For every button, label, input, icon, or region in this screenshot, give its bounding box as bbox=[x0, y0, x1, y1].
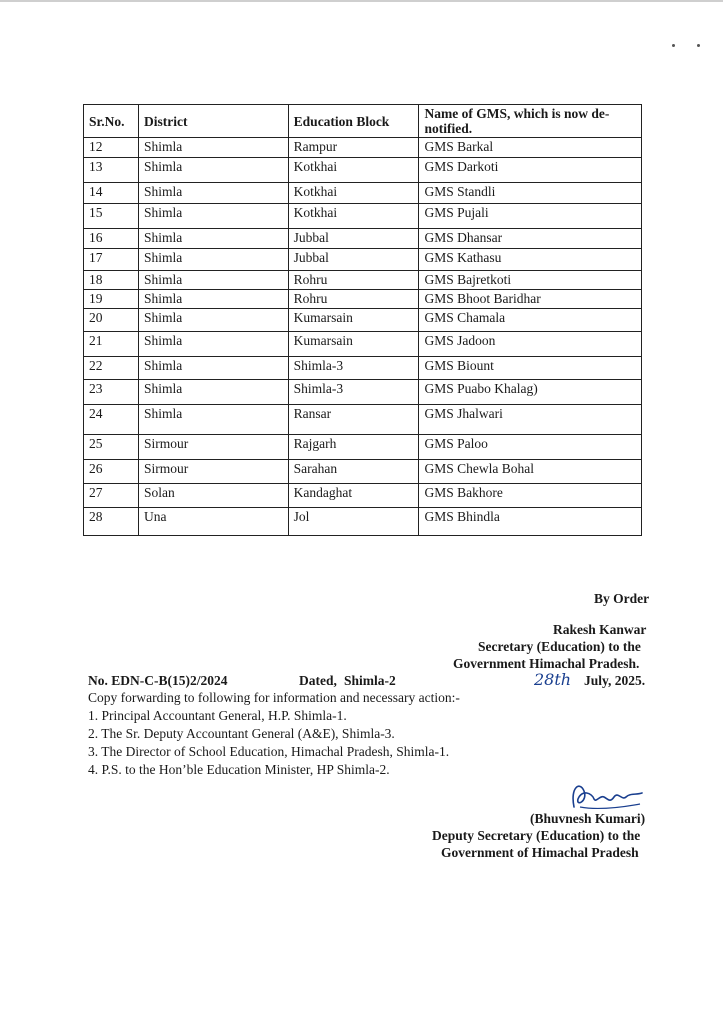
cell-education-block: Kotkhai bbox=[288, 158, 419, 183]
cell-sr-no: 12 bbox=[84, 138, 139, 158]
cell-education-block: Rajgarh bbox=[288, 435, 419, 460]
cell-sr-no: 16 bbox=[84, 229, 139, 249]
cell-district: Shimla bbox=[138, 183, 288, 204]
cell-education-block: Shimla-3 bbox=[288, 357, 419, 380]
cell-gms-name: GMS Dhansar bbox=[419, 229, 642, 249]
table-row bbox=[84, 290, 642, 309]
order-date: July, 2025. bbox=[584, 673, 646, 688]
cell-gms-name: GMS Darkoti bbox=[419, 158, 642, 183]
cell-gms-name: GMS Chamala bbox=[419, 309, 642, 332]
cell-gms-name: GMS Pujali bbox=[419, 204, 642, 229]
signatory-designation-line-1: Deputy Secretary (Education) to the bbox=[432, 828, 641, 843]
table-row bbox=[84, 332, 642, 357]
cell-district: Shimla bbox=[138, 357, 288, 380]
cell-district: Shimla bbox=[138, 405, 288, 435]
cell-education-block: Jubbal bbox=[288, 249, 419, 271]
cell-district: Shimla bbox=[138, 249, 288, 271]
cell-gms-name: GMS Puabo Khalag) bbox=[419, 380, 642, 405]
cell-district: Una bbox=[138, 508, 288, 536]
cell-district: Shimla bbox=[138, 332, 288, 357]
dated-place: Shimla-2 bbox=[344, 673, 396, 688]
cell-gms-name: GMS Bhoot Baridhar bbox=[419, 290, 642, 309]
page-top-edge bbox=[0, 0, 723, 2]
cell-gms-name: GMS Jhalwari bbox=[419, 405, 642, 435]
cell-district: Solan bbox=[138, 484, 288, 508]
handwritten-day: 28th bbox=[534, 670, 572, 689]
cell-education-block: Rampur bbox=[288, 138, 419, 158]
cell-sr-no: 27 bbox=[84, 484, 139, 508]
cell-education-block: Kotkhai bbox=[288, 204, 419, 229]
cell-gms-name: GMS Barkal bbox=[419, 138, 642, 158]
cell-education-block: Kotkhai bbox=[288, 183, 419, 204]
scan-speck bbox=[672, 44, 675, 47]
cell-gms-name: GMS Biount bbox=[419, 357, 642, 380]
cell-sr-no: 13 bbox=[84, 158, 139, 183]
header-gms-name: Name of GMS, which is now de-notified. bbox=[419, 105, 642, 138]
table-row bbox=[84, 508, 642, 536]
table-row bbox=[84, 380, 642, 405]
cell-district: Shimla bbox=[138, 229, 288, 249]
cell-gms-name: GMS Bhindla bbox=[419, 508, 642, 536]
recipient-item: 3. The Director of School Education, Himachal Pradesh, Shimla-1. bbox=[88, 744, 450, 759]
cell-gms-name: GMS Jadoon bbox=[419, 332, 642, 357]
secretary-name: Rakesh Kanwar bbox=[553, 622, 647, 637]
cell-gms-name: GMS Kathasu bbox=[419, 249, 642, 271]
cell-education-block: Ransar bbox=[288, 405, 419, 435]
cell-sr-no: 17 bbox=[84, 249, 139, 271]
table-row bbox=[84, 484, 642, 508]
cell-sr-no: 19 bbox=[84, 290, 139, 309]
recipient-item: 1. Principal Accountant General, H.P. Shimla-1. bbox=[88, 708, 347, 723]
table-row bbox=[84, 405, 642, 435]
cell-sr-no: 23 bbox=[84, 380, 139, 405]
endorsement-number: No. EDN-C-B(15)2/2024 bbox=[88, 673, 228, 688]
cell-education-block: Jol bbox=[288, 508, 419, 536]
cell-sr-no: 14 bbox=[84, 183, 139, 204]
copy-forwarding-text: Copy forwarding to following for information and necessary action:- bbox=[88, 690, 460, 705]
cell-district: Sirmour bbox=[138, 460, 288, 484]
cell-education-block: Jubbal bbox=[288, 229, 419, 249]
cell-education-block: Shimla-3 bbox=[288, 380, 419, 405]
cell-education-block: Kandaghat bbox=[288, 484, 419, 508]
table-row bbox=[84, 249, 642, 271]
table-row bbox=[84, 271, 642, 290]
cell-sr-no: 22 bbox=[84, 357, 139, 380]
table-row bbox=[84, 183, 642, 204]
header-sr-no: Sr.No. bbox=[84, 105, 139, 138]
table-row bbox=[84, 158, 642, 183]
table-header-row bbox=[84, 105, 642, 138]
table-row bbox=[84, 138, 642, 158]
cell-gms-name: GMS Chewla Bohal bbox=[419, 460, 642, 484]
cell-sr-no: 20 bbox=[84, 309, 139, 332]
cell-district: Shimla bbox=[138, 158, 288, 183]
cell-sr-no: 28 bbox=[84, 508, 139, 536]
cell-district: Shimla bbox=[138, 309, 288, 332]
cell-sr-no: 25 bbox=[84, 435, 139, 460]
secretary-designation-line-2: Government Himachal Pradesh. bbox=[453, 656, 640, 671]
recipient-item: 2. The Sr. Deputy Accountant General (A&E), Shimla-3. bbox=[88, 726, 395, 741]
table-row bbox=[84, 204, 642, 229]
cell-education-block: Rohru bbox=[288, 290, 419, 309]
cell-gms-name: GMS Bajretkoti bbox=[419, 271, 642, 290]
by-order-text: By Order bbox=[594, 591, 650, 606]
cell-gms-name: GMS Paloo bbox=[419, 435, 642, 460]
cell-district: Shimla bbox=[138, 138, 288, 158]
scan-speck bbox=[697, 44, 700, 47]
signatory-designation-line-2: Government of Himachal Pradesh bbox=[441, 845, 639, 860]
table-row bbox=[84, 435, 642, 460]
cell-sr-no: 15 bbox=[84, 204, 139, 229]
header-district: District bbox=[138, 105, 288, 138]
cell-sr-no: 18 bbox=[84, 271, 139, 290]
table-row bbox=[84, 357, 642, 380]
cell-sr-no: 24 bbox=[84, 405, 139, 435]
gms-table bbox=[83, 104, 642, 536]
cell-education-block: Kumarsain bbox=[288, 309, 419, 332]
cell-education-block: Rohru bbox=[288, 271, 419, 290]
cell-gms-name: GMS Bakhore bbox=[419, 484, 642, 508]
signatory-name: (Bhuvnesh Kumari) bbox=[530, 811, 646, 826]
secretary-designation-line-1: Secretary (Education) to the bbox=[478, 639, 641, 654]
dated-label: Dated, bbox=[299, 673, 337, 688]
cell-education-block: Sarahan bbox=[288, 460, 419, 484]
cell-district: Shimla bbox=[138, 380, 288, 405]
cell-sr-no: 21 bbox=[84, 332, 139, 357]
cell-gms-name: GMS Standli bbox=[419, 183, 642, 204]
cell-district: Shimla bbox=[138, 271, 288, 290]
cell-sr-no: 26 bbox=[84, 460, 139, 484]
table-row bbox=[84, 309, 642, 332]
table-row bbox=[84, 460, 642, 484]
table-row bbox=[84, 229, 642, 249]
cell-district: Sirmour bbox=[138, 435, 288, 460]
recipient-item: 4. P.S. to the Hon’ble Education Minister, HP Shimla-2. bbox=[88, 762, 390, 777]
cell-district: Shimla bbox=[138, 204, 288, 229]
header-education-block: Education Block bbox=[288, 105, 419, 138]
cell-education-block: Kumarsain bbox=[288, 332, 419, 357]
cell-district: Shimla bbox=[138, 290, 288, 309]
